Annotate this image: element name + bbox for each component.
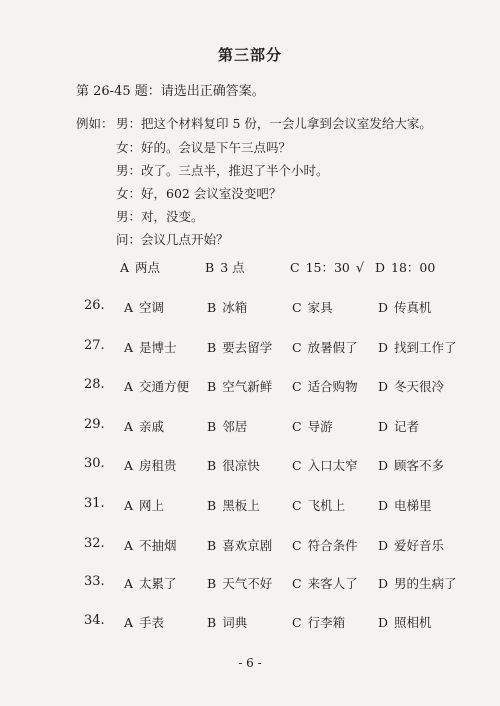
option-letter: B — [207, 576, 217, 591]
option-a[interactable] — [124, 338, 177, 356]
option-text: 网上 — [139, 498, 165, 513]
option-d[interactable] — [378, 338, 457, 356]
option-text: 邻居 — [222, 419, 248, 434]
option-b[interactable] — [207, 377, 272, 395]
instruction: 第 26-45 题：请选出正确答案。 — [76, 84, 265, 99]
option-letter: A — [124, 498, 134, 513]
option-letter: B — [207, 419, 217, 434]
option-c[interactable] — [292, 377, 358, 395]
example-question: 问：会议几点开始？ — [116, 232, 229, 247]
option-letter: B — [207, 615, 217, 630]
question-number: 26. — [84, 298, 105, 313]
option-text: 太累了 — [139, 576, 177, 591]
option-c[interactable] — [292, 574, 358, 592]
option-text: 飞机上 — [307, 498, 346, 513]
option-text: 行李箱 — [307, 615, 346, 630]
option-letter: A — [124, 538, 134, 553]
option-letter: D — [378, 576, 389, 591]
option-a[interactable] — [124, 613, 164, 631]
option-letter: C — [292, 419, 302, 434]
option-letter: D — [378, 615, 389, 630]
option-letter: C — [292, 576, 302, 591]
option-text: 黑板上 — [222, 498, 260, 513]
option-text: 是博士 — [139, 340, 177, 355]
option-letter: B — [207, 458, 217, 473]
option-text: 适合购物 — [307, 379, 358, 394]
option-text: 18：00 — [391, 260, 436, 275]
option-text: 15：30 — [305, 260, 350, 275]
option-c[interactable] — [292, 298, 333, 316]
option-d[interactable] — [378, 496, 432, 514]
option-letter: C — [292, 340, 302, 355]
option-letter: A — [124, 379, 134, 394]
option-text: 来客人了 — [307, 576, 358, 591]
option-text: 3 点 — [220, 260, 245, 275]
option-letter: B — [207, 498, 217, 513]
option-letter: B — [207, 340, 217, 355]
option-a[interactable] — [124, 377, 189, 395]
option-text: 要去留学 — [222, 340, 273, 355]
option-letter: C — [290, 260, 300, 275]
example-option-c — [290, 258, 364, 276]
option-text: 冰箱 — [222, 300, 248, 315]
option-letter: B — [207, 300, 217, 315]
option-b[interactable] — [207, 417, 247, 435]
option-letter: D — [375, 260, 386, 275]
example-line: 男：把这个材料复印 5 份，一会儿拿到会议室发给大家。 — [116, 116, 432, 131]
example-line: 男：对，没变。 — [116, 209, 204, 224]
option-text: 入口太窄 — [307, 458, 358, 473]
option-letter: A — [124, 458, 134, 473]
option-text: 找到工作了 — [394, 340, 457, 355]
example-line: 男：改了。三点半，推迟了半个小时。 — [116, 163, 329, 178]
option-text: 房租贵 — [139, 458, 177, 473]
section-title: 第三部分 — [217, 46, 282, 64]
option-letter: A — [124, 300, 134, 315]
option-letter: D — [378, 340, 389, 355]
option-b[interactable] — [207, 338, 272, 356]
example-option-b — [205, 258, 245, 276]
option-text: 记者 — [394, 419, 420, 434]
option-text: 冬天很冷 — [394, 379, 445, 394]
option-d[interactable] — [378, 298, 432, 316]
option-c[interactable] — [292, 496, 345, 514]
option-letter: D — [378, 379, 389, 394]
question-number: 27. — [84, 338, 105, 353]
question-number: 32. — [84, 536, 105, 551]
option-b[interactable] — [207, 298, 247, 316]
check-mark-icon: √ — [355, 261, 365, 276]
option-b[interactable] — [207, 496, 260, 514]
option-text: 导游 — [307, 419, 333, 434]
option-a[interactable] — [124, 496, 164, 514]
option-c[interactable] — [292, 536, 358, 554]
question-number: 29. — [84, 417, 105, 432]
option-b[interactable] — [207, 456, 260, 474]
option-a[interactable] — [124, 456, 177, 474]
option-d[interactable] — [378, 377, 444, 395]
option-letter: C — [292, 538, 302, 553]
option-d[interactable] — [378, 613, 432, 631]
option-text: 空气新鲜 — [222, 379, 273, 394]
option-text: 空调 — [139, 300, 165, 315]
option-a[interactable] — [124, 298, 164, 316]
option-text: 放暑假了 — [307, 340, 358, 355]
example-line: 女：好，602 会议室没变吧？ — [116, 186, 282, 201]
question-number: 28. — [84, 377, 105, 392]
option-letter: D — [378, 498, 389, 513]
option-letter: C — [292, 379, 302, 394]
option-a[interactable] — [124, 536, 177, 554]
option-text: 不抽烟 — [139, 538, 177, 553]
question-number: 34. — [84, 613, 105, 628]
option-text: 手表 — [139, 615, 165, 630]
option-text: 符合条件 — [307, 538, 358, 553]
example-line: 女：好的。会议是下午三点吗？ — [116, 140, 292, 155]
example-option-d — [375, 258, 435, 276]
question-number: 30. — [84, 456, 105, 471]
option-letter: A — [120, 260, 130, 275]
option-text: 亲戚 — [139, 419, 165, 434]
option-d[interactable] — [378, 417, 419, 435]
option-text: 照相机 — [394, 615, 432, 630]
option-letter: C — [292, 498, 302, 513]
option-letter: D — [378, 458, 389, 473]
option-letter: A — [124, 576, 134, 591]
option-text: 爱好音乐 — [394, 538, 445, 553]
option-text: 电梯里 — [394, 498, 432, 513]
option-letter: C — [292, 300, 302, 315]
option-text: 交通方便 — [139, 379, 190, 394]
option-letter: D — [378, 419, 389, 434]
question-number: 33. — [84, 574, 105, 589]
option-d[interactable] — [378, 536, 444, 554]
option-text: 顾客不多 — [394, 458, 445, 473]
option-letter: B — [207, 379, 217, 394]
option-b[interactable] — [207, 613, 247, 631]
option-text: 男的生病了 — [394, 576, 457, 591]
option-d[interactable] — [378, 574, 457, 592]
option-d[interactable] — [378, 456, 444, 474]
option-letter: D — [378, 300, 389, 315]
option-text: 家具 — [307, 300, 333, 315]
option-text: 两点 — [135, 260, 161, 275]
option-text: 传真机 — [394, 300, 432, 315]
option-text: 天气不好 — [222, 576, 273, 591]
option-letter: C — [292, 458, 302, 473]
option-b[interactable] — [207, 536, 272, 554]
option-letter: A — [124, 340, 134, 355]
option-c[interactable] — [292, 338, 358, 356]
option-letter: B — [205, 260, 215, 275]
option-c[interactable] — [292, 613, 345, 631]
option-letter: A — [124, 419, 134, 434]
example-label: 例如： — [76, 116, 114, 131]
option-a[interactable] — [124, 574, 177, 592]
page-number: - 6 - — [238, 656, 262, 670]
option-b[interactable] — [207, 574, 272, 592]
option-text: 词典 — [222, 615, 248, 630]
option-letter: C — [292, 615, 302, 630]
option-a[interactable] — [124, 417, 164, 435]
option-c[interactable] — [292, 456, 358, 474]
option-text: 喜欢京剧 — [222, 538, 273, 553]
question-number: 31. — [84, 496, 105, 511]
option-text: 很凉快 — [222, 458, 260, 473]
option-c[interactable] — [292, 417, 333, 435]
option-letter: A — [124, 615, 134, 630]
option-letter: D — [378, 538, 389, 553]
example-option-a — [120, 258, 160, 276]
option-letter: B — [207, 538, 217, 553]
